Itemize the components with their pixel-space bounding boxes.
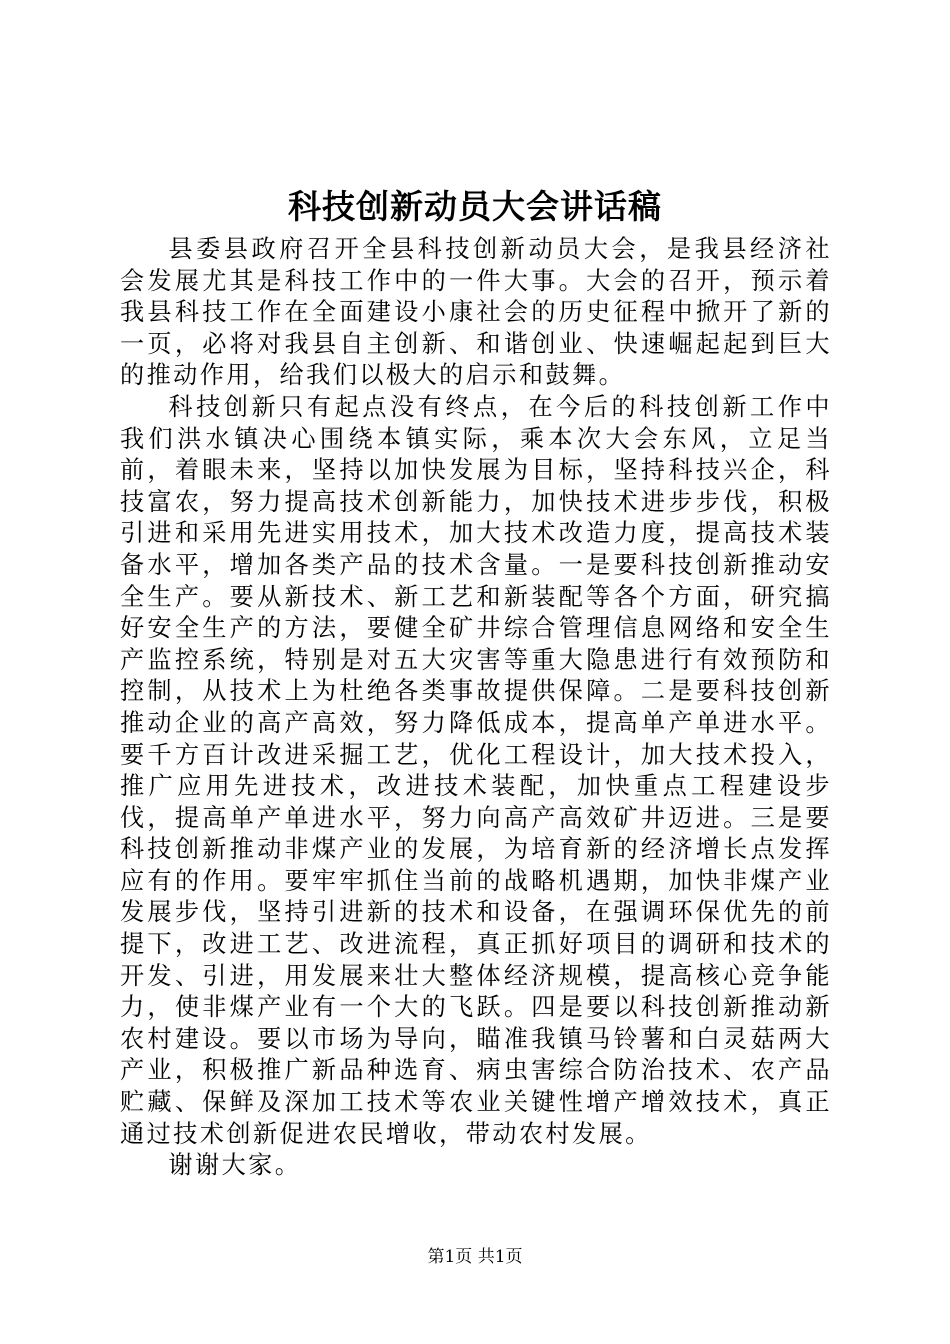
paragraph: 科技创新只有起点没有终点，在今后的科技创新工作中我们洪水镇决心围绕本镇实际，乘本次大会东风，立足当前，着眼未来，坚持以加快发展为目标，坚持科技兴企，科技富农，努力提高技术创新能力，加快技术进步步伐，积极引进和采用先进实用技术，加大技术改造力度，提高技术装备水平，增加各类产品的技术含量。一是要科技创新推动安全生产。要从新技术、新工艺和新装配等各个方面，研究搞好安全生产的方法，要健全矿井综合管理信息网络和安全生产监控系统，特别是对五大灾害等重大隐患进行有效预防和控制，从技术上为杜绝各类事故提供保障。二是要科技创新推动企业的高产高效，努力降低成本，提高单产单进水平。要千方百计改进采掘工艺，优化工程设计，加大技术投入，推广应用先进技术，改进技术装配，加快重点工程建设步伐，提高单产单进水平，努力向高产高效矿井迈进。三是要科技创新推动非煤产业的发展，为培育新的经济增长点发挥应有的作用。要牢牢抓住当前的战略机遇期，加快非煤产业发展步伐，坚持引进新的技术和设备，在强调环保优先的前提下，改进工艺、改进流程，真正抓好项目的调研和技术的开发、引进，用发展来壮大整体经济规模，提高核心竞争能力，使非煤产业有一个大的飞跃。四是要以科技创新推动新农村建设。要以市场为导向，瞄准我镇马铃薯和白灵菇两大产业，积极推广新品种选育、病虫害综合防治技术、农产品贮藏、保鲜及深加工技术等农业关键性增产增效技术，真正通过技术创新促进农民增收，带动农村发展。: [120, 392, 832, 1148]
paragraph: 县委县政府召开全县科技创新动员大会，是我县经济社会发展尤其是科技工作中的一件大事。大会的召开，预示着我县科技工作在全面建设小康社会的历史征程中掀开了新的一页，必将对我县自主创新、和谐创业、快速崛起起到巨大的推动作用，给我们以极大的启示和鼓舞。: [120, 235, 832, 390]
document-title: 科技创新动员大会讲话稿: [288, 187, 662, 226]
document-body: [120, 234, 832, 1182]
paragraph: 谢谢大家。: [168, 1151, 302, 1180]
page-footer: 第1页 共1页: [427, 1247, 523, 1267]
